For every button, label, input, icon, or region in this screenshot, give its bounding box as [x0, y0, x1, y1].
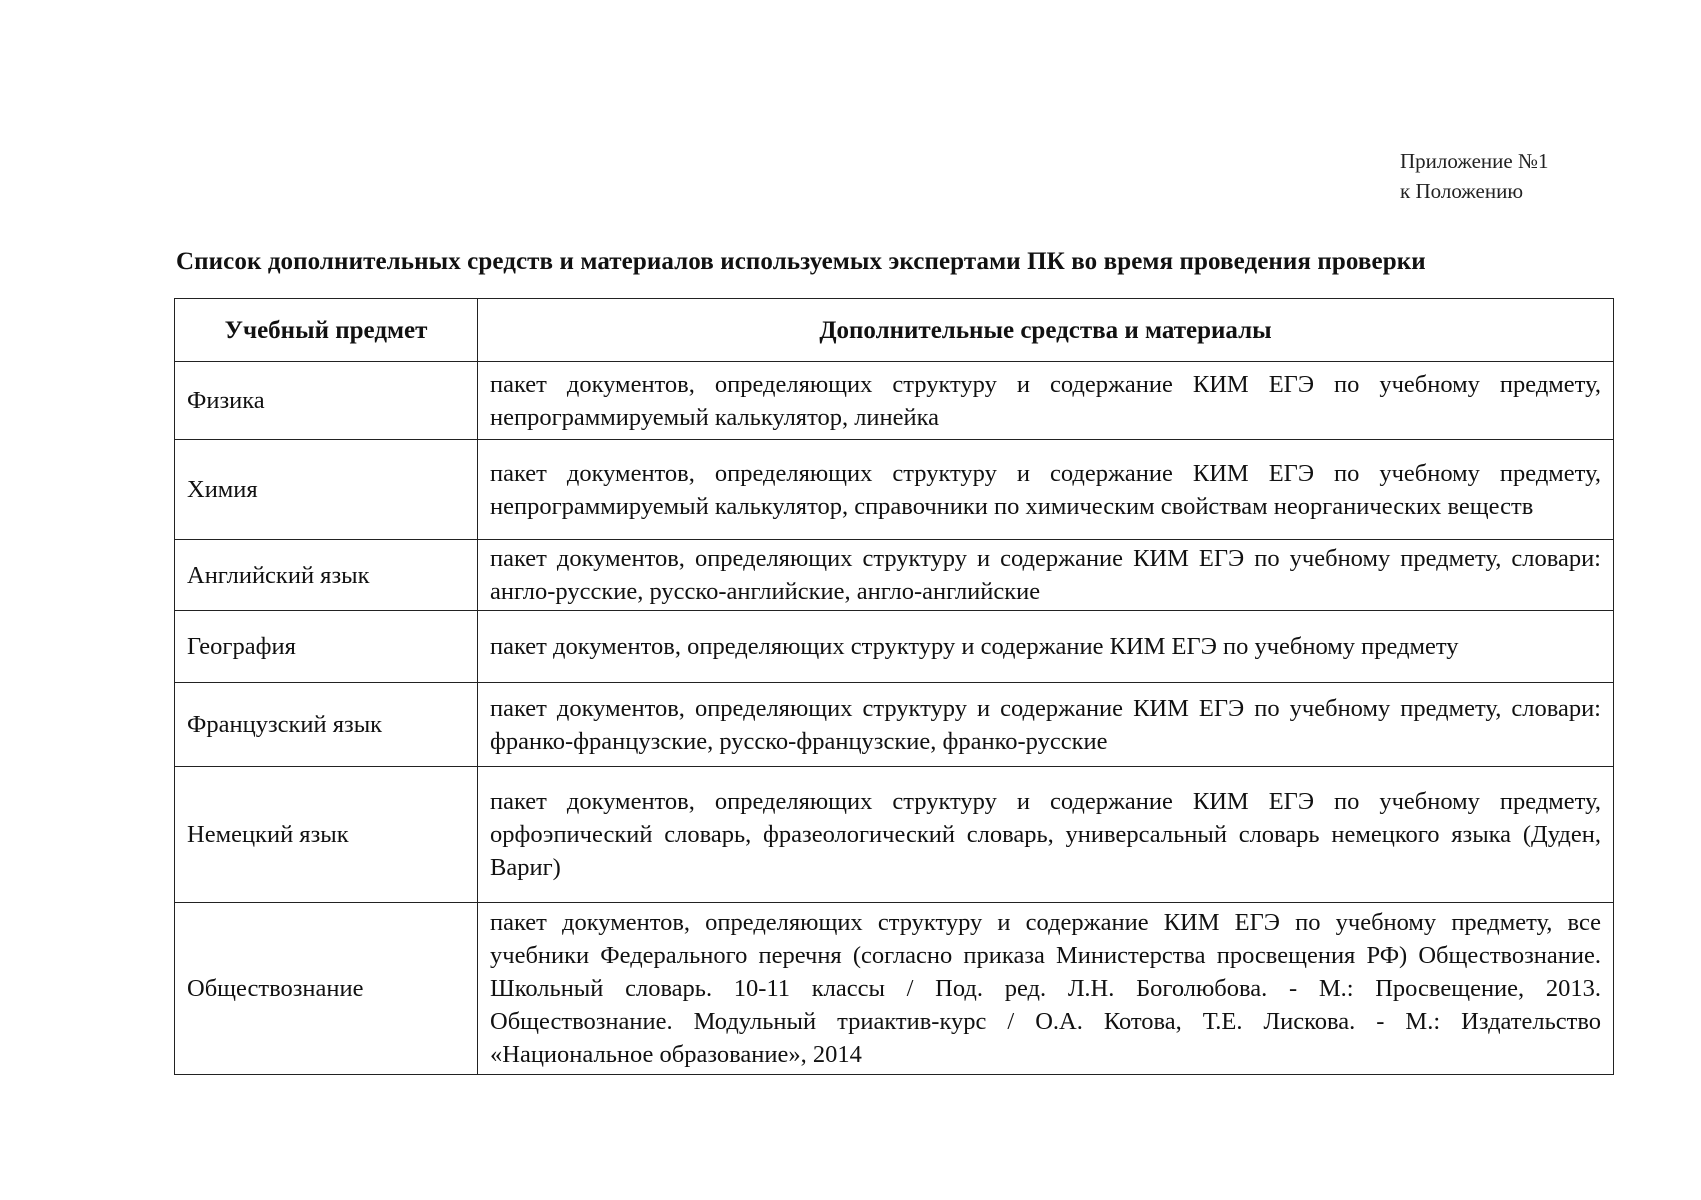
materials-cell: пакет документов, определяющих структуру и содержание КИМ ЕГЭ по учебному предмету, непрограммируемый калькулятор, линейка: [478, 362, 1614, 440]
materials-table: [174, 298, 1614, 1075]
table-row-french: [175, 683, 1614, 767]
appendix-number: Приложение №1: [1400, 149, 1549, 173]
table-row-english: [175, 540, 1614, 611]
materials-cell: пакет документов, определяющих структуру и содержание КИМ ЕГЭ по учебному предмету: [478, 611, 1614, 683]
table-row-physics: [175, 362, 1614, 440]
subject-cell: Обществознание: [175, 903, 478, 1075]
table-row-chemistry: [175, 440, 1614, 540]
document-title: Список дополнительных средств и материалов используемых экспертами ПК во время проведения проверки: [176, 248, 1426, 275]
table-header-row: [175, 299, 1614, 362]
subject-cell: Английский язык: [175, 540, 478, 611]
materials-cell: пакет документов, определяющих структуру и содержание КИМ ЕГЭ по учебному предмету, орфоэпический словарь, фразеологический словарь, универсальный словарь немецкого языка (Дуден, Вариг): [478, 767, 1614, 903]
subject-cell: Немецкий язык: [175, 767, 478, 903]
header-subject: Учебный предмет: [175, 299, 478, 362]
subject-cell: Французский язык: [175, 683, 478, 767]
appendix-reference: [1400, 146, 1549, 206]
header-materials: Дополнительные средства и материалы: [478, 299, 1614, 362]
subject-cell: Физика: [175, 362, 478, 440]
table-row-german: [175, 767, 1614, 903]
appendix-regulation: к Положению: [1400, 179, 1524, 203]
materials-cell: пакет документов, определяющих структуру и содержание КИМ ЕГЭ по учебному предмету, словари: англо-русские, русско-английские, англо-английские: [478, 540, 1614, 611]
table-row-social-studies: [175, 903, 1614, 1075]
materials-cell: пакет документов, определяющих структуру и содержание КИМ ЕГЭ по учебному предмету, все учебники Федерального перечня (согласно приказа Министерства просвещения РФ) Обществознание. Школьный словарь. 10-11 классы / Под. ред. Л.Н. Боголюбова. - М.: Просвещение, 2013. Обществознание. Модульный триактив-курс / О.А. Котова, Т.Е. Лискова. - М.: Издательство «Национальное образование», 2014: [478, 903, 1614, 1075]
subject-cell: География: [175, 611, 478, 683]
materials-cell: пакет документов, определяющих структуру и содержание КИМ ЕГЭ по учебному предмету, непрограммируемый калькулятор, справочники по химическим свойствам неорганических веществ: [478, 440, 1614, 540]
materials-cell: пакет документов, определяющих структуру и содержание КИМ ЕГЭ по учебному предмету, словари: франко-французские, русско-французские, франко-русские: [478, 683, 1614, 767]
subject-cell: Химия: [175, 440, 478, 540]
table-row-geography: [175, 611, 1614, 683]
